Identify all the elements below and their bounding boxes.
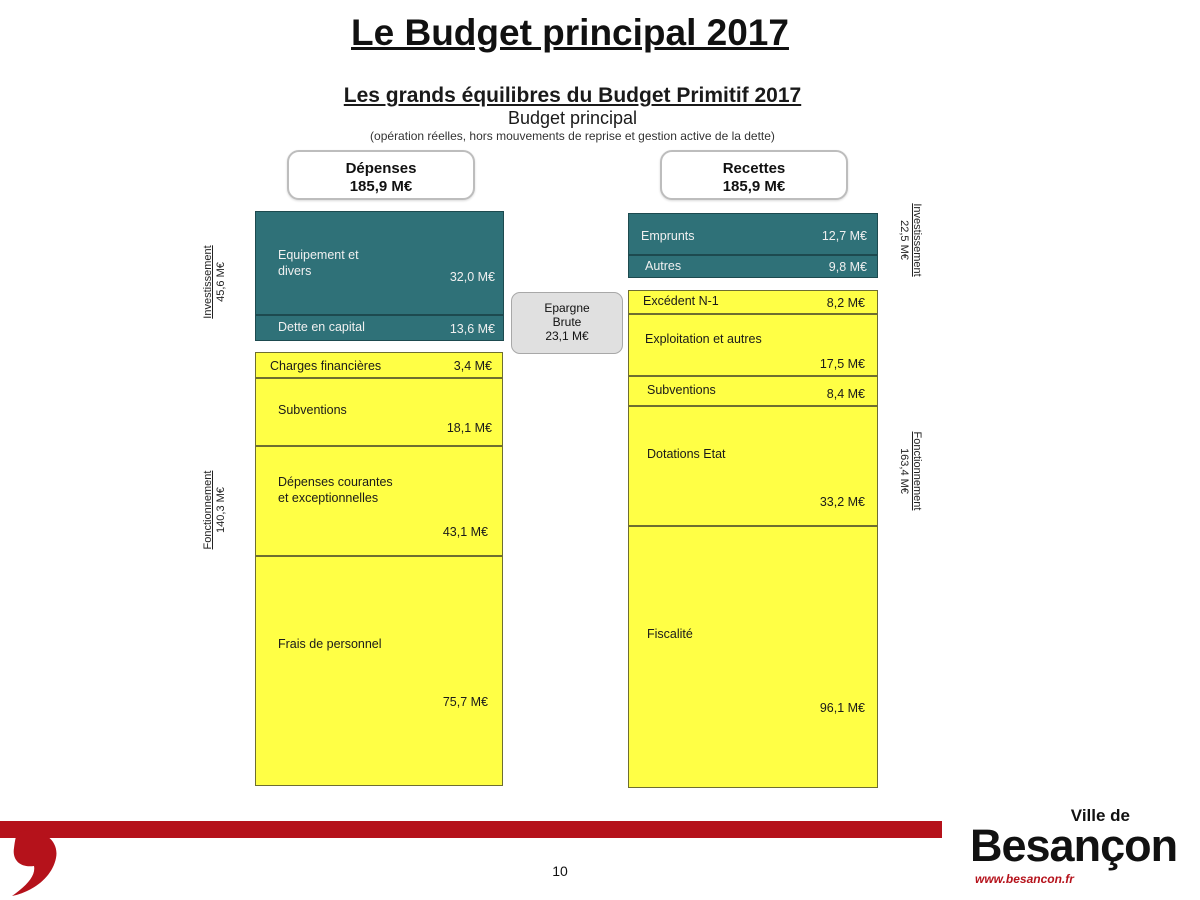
logo-ville-text: Ville de [1070,806,1130,825]
equipement-label-line2: divers [278,264,312,278]
recettes-total: 185,9 M€ [722,178,786,195]
depenses-total-box [287,150,475,200]
personnel-label: Frais de personnel [278,637,382,651]
exploitation-label: Exploitation et autres [645,332,762,346]
courantes-label-line2: et exceptionnelles [278,491,379,505]
depenses-subventions-value: 18,1 M€ [446,421,492,435]
recettes-subventions-block [628,376,878,406]
depenses-total: 185,9 M€ [349,178,413,195]
dotations-value: 33,2 M€ [819,495,865,509]
dotations-label: Dotations Etat [647,447,726,461]
recettes-title: Recettes [722,160,786,177]
recettes-autres-block [628,255,878,278]
depenses-courantes-block [255,446,503,556]
equipement-label-line1: Equipement et [278,248,359,262]
depenses-investissement-side-label: Investissement 45,6 M€ [202,245,227,319]
epargne-line2: Brute [552,315,582,329]
excedent-value: 8,2 M€ [826,296,865,310]
courantes-label-line1: Dépenses courantes [278,475,393,489]
emprunts-value: 12,7 M€ [821,229,867,243]
recettes-excedent-block [628,290,878,314]
depenses-dette-block [255,315,504,341]
depenses-equipement-block [255,211,504,315]
epargne-value: 23,1 M€ [545,329,589,343]
charges-value: 3,4 M€ [453,359,492,373]
autres-label: Autres [645,259,682,273]
recettes-fiscalite-block [628,526,878,788]
depenses-fonctionnement-side-label: Fonctionnement 140,3 M€ [202,470,227,550]
recettes-subventions-value: 8,4 M€ [826,387,865,401]
depenses-subventions-block [255,378,503,446]
recettes-subventions-label: Subventions [647,383,716,397]
autres-value: 9,8 M€ [828,260,867,274]
depenses-charges-block [255,352,503,378]
recettes-dotations-block [628,406,878,526]
equipement-value: 32,0 M€ [449,270,495,284]
depenses-subventions-label: Subventions [278,403,347,417]
recettes-total-box [660,150,848,200]
personnel-value: 75,7 M€ [442,695,488,709]
comma-logo-icon [8,828,64,898]
emprunts-label: Emprunts [641,229,695,243]
recettes-exploitation-block [628,314,878,376]
chart-subtitle: Budget principal [507,108,638,128]
recettes-emprunts-block [628,213,878,255]
slide-title: Le Budget principal 2017 [351,12,789,53]
chart-note: (opération réelles, hors mouvements de reprise et gestion active de la dette) [370,129,775,143]
dette-label: Dette en capital [278,320,365,334]
recettes-investissement-side-label: Investissement 22,5 M€ [898,203,923,277]
fiscalite-label: Fiscalité [647,627,693,641]
fiscalite-value: 96,1 M€ [819,701,865,715]
courantes-value: 43,1 M€ [442,525,488,539]
footer-band [0,821,942,838]
epargne-brute-box [511,292,623,354]
excedent-label: Excédent N-1 [643,294,719,308]
logo-city-text: Besançon [970,820,1178,871]
page-number: 10 [552,863,568,879]
epargne-line1: Epargne [544,301,590,315]
depenses-personnel-block [255,556,503,786]
logo-url-text: www.besancon.fr [975,872,1074,886]
depenses-title: Dépenses [345,160,417,177]
chart-title: Les grands équilibres du Budget Primitif 2017 [343,84,802,107]
dette-value: 13,6 M€ [449,322,495,336]
charges-label: Charges financières [270,359,382,373]
recettes-fonctionnement-side-label: Fonctionnement 163,4 M€ [898,431,923,511]
exploitation-value: 17,5 M€ [819,357,865,371]
